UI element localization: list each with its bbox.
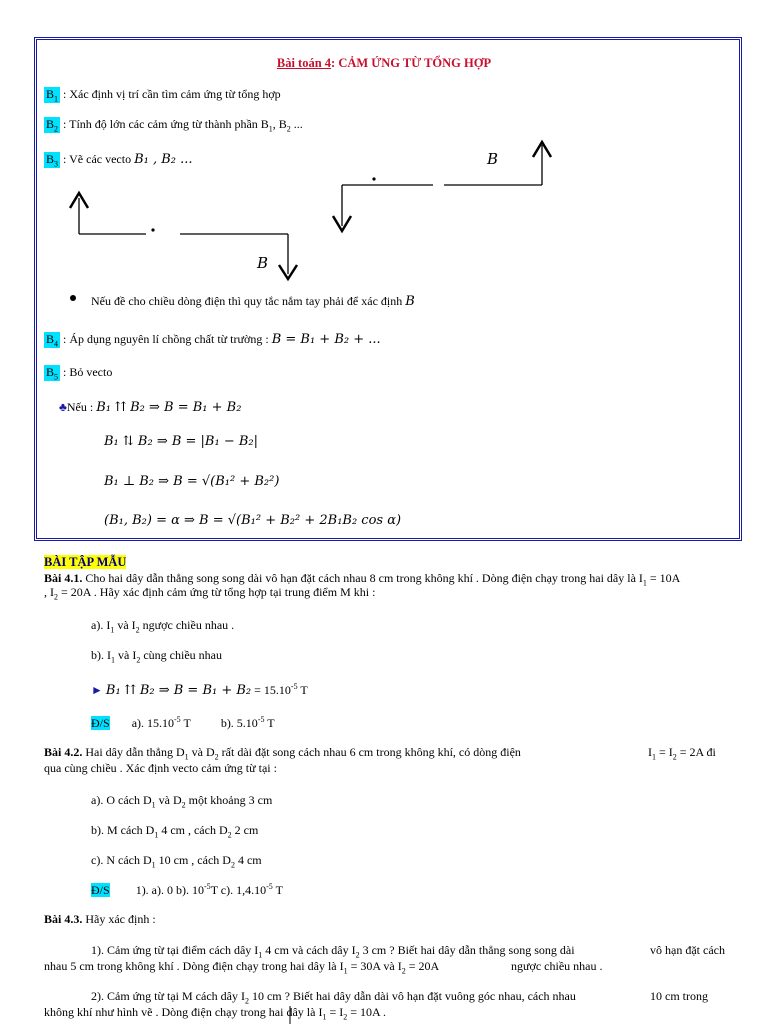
ex43-p2b: không khí như hình vẽ . Dòng điện chạy trong hai dây là $I_1 = I_2 = 10A$ .	[44, 1005, 386, 1022]
ex41-line2: , $I_2 = 20A$ . Hãy xác định cảm ứng từ tổng hợp tại trung điểm M khi :	[44, 585, 376, 602]
step-4-tag: $B_4$	[46, 332, 59, 349]
ex42-label: Bài 4.2.	[44, 745, 83, 759]
ex43-p2a: 2). Cảm ứng từ tại M cách dây $I_2$ 10 cm ? Biết hai dây dẫn dài vô hạn đặt vuông góc nhau, cách nhau	[91, 989, 576, 1006]
rule-prefix: Nếu :	[66, 400, 94, 414]
ex42-line1-right: $I_1 = I_2 = 2A$ đi	[648, 745, 716, 762]
section-title: BÀI TẬP MẪU	[44, 555, 127, 569]
step-2-tag: $B_2$	[46, 117, 59, 134]
title-rest: : CẢM ỨNG TỪ TỔNG HỢP	[331, 56, 492, 70]
club-icon: ♣	[59, 400, 67, 414]
ex43-p1a-right: vô hạn đặt cách	[650, 943, 725, 957]
ex42-b: b). M cách $D_1$ 4 cm , cách $D_2$ 2 cm	[91, 823, 259, 840]
bullet-dot	[70, 295, 76, 301]
step-2: $B_2$ : Tính độ lớn các cảm ứng từ thành phần $B_1$, $B_2$ ...	[46, 117, 303, 134]
rule-2: B₁ ⇅ B₂ ⇒ B = |B₁ − B₂|	[104, 434, 259, 449]
step-2-text: : Tính độ lớn các cảm ứng từ thành phần B	[63, 117, 269, 131]
ex43-label: Bài 4.3.	[44, 912, 83, 926]
ex43-line1: Bài 4.3. Hãy xác định :	[44, 912, 156, 926]
ex43-p1b: nhau 5 cm trong không khí . Dòng điện chạy trong hai dây là $I_1 = 30A$ và $I_2 = 20A$	[44, 959, 440, 976]
rule-3: B₁ ⊥ B₂ ⇒ B = √(B₁² + B₂²)	[104, 474, 280, 489]
step-1-text: : Xác định vị trí cần tìm cảm ứng từ tổng hợp	[63, 87, 281, 101]
ex42-a: a). O cách $D_1$ và $D_2$ một khoảng 3 cm	[91, 793, 273, 810]
ex42-line1: Bài 4.2. Hai dây dẫn thẳng $D_1$ và $D_2$ rất dài đặt song cách nhau 6 cm trong không khí, có dòng điện	[44, 745, 521, 762]
ex42-answer-tag: Đ/S	[91, 883, 110, 897]
rule-4: (B₁, B₂) = α ⇒ B = √(B₁² + B₂² + 2B₁B₂ cos α)	[104, 513, 402, 528]
step-4	[44, 332, 381, 348]
left-point	[151, 228, 154, 231]
step-5	[44, 365, 112, 381]
ex41-hint: ► B₁ ⇈ B₂ ⇒ $B = B_1 + B_2 = 15.10^{-5}$ T	[91, 682, 308, 698]
triangle-icon: ►	[91, 683, 103, 697]
ex41-a: a). $I_1$ và $I_2$ ngược chiều nhau .	[91, 618, 235, 635]
right-point	[372, 177, 375, 180]
ex41-b: b). $I_1$ và $I_2$ cùng chiều nhau	[91, 648, 222, 665]
ex43-p1b-right: ngược chiều nhau .	[511, 959, 603, 973]
ex42-c: c). N cách $D_1$ 10 cm , cách $D_2$ 4 cm	[91, 853, 262, 870]
step-4-math: B = B₁ + B₂ + ...	[271, 332, 381, 347]
bullet-math: B	[405, 294, 415, 309]
ex41-line1: Bài 4.1. Cho hai dây dẫn thẳng song song dài vô hạn đặt cách nhau 8 cm trong không khí . Dòng điện chạy trong hai dây là $I_1 = 10A$	[44, 571, 681, 588]
step-5-text: : Bỏ vecto	[63, 365, 113, 379]
ex41-answer: Đ/S a). $15.10^{-5}$ T b). $5.10^{-5}$ T	[91, 715, 275, 730]
vector-b-label-right: B	[487, 150, 499, 168]
ex42-line2: qua cùng chiều . Xác định vecto cảm ứng từ tại :	[44, 761, 277, 775]
ex42-answer: Đ/S 1). a). 0 b). $10^{-5}T$ c). $1,4.10^{-5}$ T	[91, 882, 283, 897]
step-5-tag: $B_5$	[46, 365, 59, 382]
step-3-text: : Vẽ các vecto	[63, 152, 132, 166]
rule-1-math: B₁ ⇈ B₂ ⇒ B = B₁ + B₂	[96, 400, 242, 415]
ex41-answer-tag: Đ/S	[91, 716, 110, 730]
vector-b-label-left: B	[257, 254, 269, 272]
step-3-tag: $B_3$	[46, 152, 59, 169]
step-4-text: : Áp dụng nguyên lí chồng chất từ trường :	[63, 332, 269, 346]
title-prefix: Bài toán 4	[276, 56, 332, 70]
step-3-math: B₁ , B₂ ...	[134, 152, 193, 167]
ex43-p2a-right: 10 cm trong	[650, 989, 708, 1003]
ex41-label: Bài 4.1.	[44, 571, 83, 585]
bullet-line	[91, 294, 415, 309]
bullet-text: Nếu đề cho chiều dòng điện thì quy tắc nắm tay phải để xác định	[91, 294, 403, 308]
step-1-tag: $B_1$	[46, 87, 59, 104]
ex43-p1a: 1). Cảm ứng từ tại điểm cách dây $I_1$ 4 cm và cách dây $I_2$ 3 cm ? Biết hai dây dẫn thẳng song song dài	[91, 943, 575, 960]
rule-1	[59, 400, 241, 415]
